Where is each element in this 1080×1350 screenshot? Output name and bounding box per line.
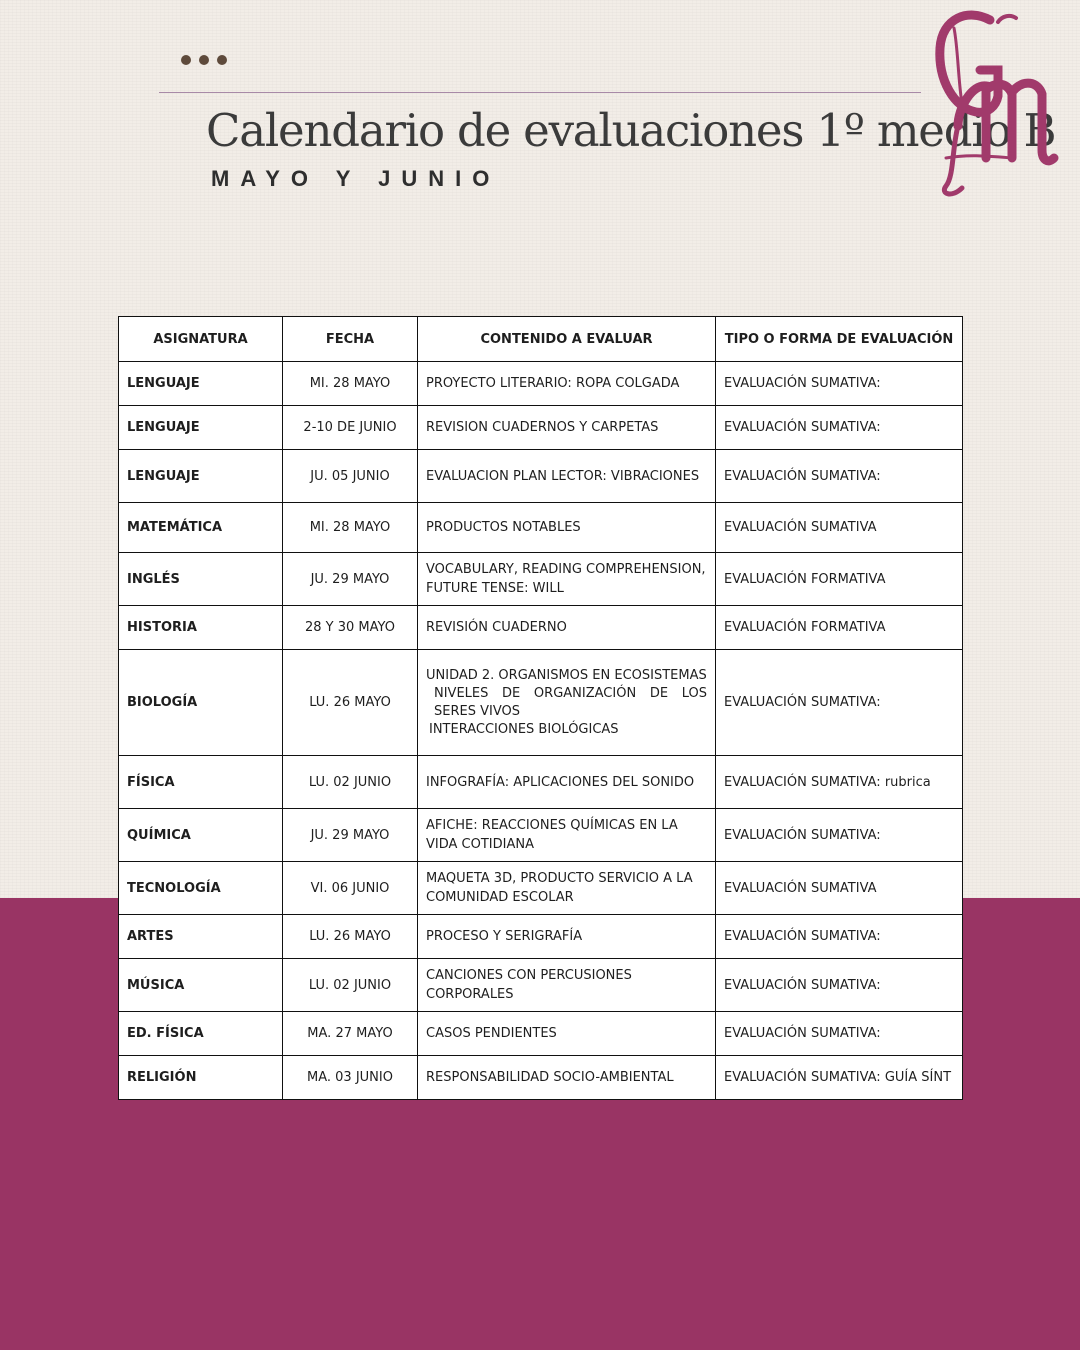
cell-fecha: LU. 02 JUNIO bbox=[283, 756, 418, 809]
cell-asignatura: TECNOLOGÍA bbox=[119, 862, 283, 915]
cell-fecha: MA. 03 JUNIO bbox=[283, 1056, 418, 1100]
cell-tipo: EVALUACIÓN SUMATIVA: bbox=[716, 915, 963, 959]
cell-tipo: EVALUACIÓN SUMATIVA: bbox=[716, 362, 963, 406]
dot-icon bbox=[217, 55, 227, 65]
cell-fecha: 28 Y 30 MAYO bbox=[283, 606, 418, 650]
dots-decoration bbox=[181, 55, 227, 65]
page-title: Calendario de evaluaciones 1º medio B bbox=[206, 104, 1056, 157]
header-fecha: FECHA bbox=[283, 317, 418, 362]
dot-icon bbox=[199, 55, 209, 65]
cell-asignatura: ARTES bbox=[119, 915, 283, 959]
cell-fecha: MI. 28 MAYO bbox=[283, 362, 418, 406]
table-row bbox=[119, 756, 963, 809]
cell-tipo: EVALUACIÓN FORMATIVA bbox=[716, 553, 963, 606]
cell-contenido: REVISIÓN CUADERNO bbox=[418, 606, 716, 650]
table-header-row bbox=[119, 317, 963, 362]
table-row bbox=[119, 450, 963, 503]
cell-fecha: LU. 26 MAYO bbox=[283, 650, 418, 756]
evaluation-table bbox=[118, 316, 963, 1100]
cell-fecha: JU. 29 MAYO bbox=[283, 809, 418, 862]
cell-contenido: AFICHE: REACCIONES QUÍMICAS EN LA VIDA COTIDIANA bbox=[418, 809, 716, 862]
cell-contenido: MAQUETA 3D, PRODUCTO SERVICIO A LA COMUNIDAD ESCOLAR bbox=[418, 862, 716, 915]
cell-asignatura: MÚSICA bbox=[119, 959, 283, 1012]
evaluation-table-container bbox=[118, 316, 962, 1100]
header-asignatura: ASIGNATURA bbox=[119, 317, 283, 362]
table-row bbox=[119, 406, 963, 450]
table-row bbox=[119, 959, 963, 1012]
header-tipo: TIPO O FORMA DE EVALUACIÓN bbox=[716, 317, 963, 362]
cell-tipo: EVALUACIÓN FORMATIVA bbox=[716, 606, 963, 650]
cell-tipo: EVALUACIÓN SUMATIVA bbox=[716, 862, 963, 915]
table-row bbox=[119, 553, 963, 606]
cell-asignatura: MATEMÁTICA bbox=[119, 503, 283, 553]
cell-contenido bbox=[418, 650, 716, 756]
cell-fecha: MA. 27 MAYO bbox=[283, 1012, 418, 1056]
cell-tipo: EVALUACIÓN SUMATIVA bbox=[716, 503, 963, 553]
cell-asignatura: LENGUAJE bbox=[119, 362, 283, 406]
cell-contenido: PRODUCTOS NOTABLES bbox=[418, 503, 716, 553]
cell-tipo: EVALUACIÓN SUMATIVA: bbox=[716, 650, 963, 756]
cell-fecha: JU. 29 MAYO bbox=[283, 553, 418, 606]
table-row bbox=[119, 362, 963, 406]
header-divider bbox=[159, 92, 921, 93]
cell-contenido: PROYECTO LITERARIO: ROPA COLGADA bbox=[418, 362, 716, 406]
school-monogram-logo bbox=[928, 8, 1060, 198]
cell-asignatura: FÍSICA bbox=[119, 756, 283, 809]
cell-tipo: EVALUACIÓN SUMATIVA: bbox=[716, 406, 963, 450]
cell-tipo: EVALUACIÓN SUMATIVA: bbox=[716, 959, 963, 1012]
cell-tipo: EVALUACIÓN SUMATIVA: bbox=[716, 1012, 963, 1056]
cell-tipo: EVALUACIÓN SUMATIVA: GUÍA SÍNT bbox=[716, 1056, 963, 1100]
cell-asignatura: BIOLOGÍA bbox=[119, 650, 283, 756]
cell-tipo: EVALUACIÓN SUMATIVA: rubrica bbox=[716, 756, 963, 809]
table-row bbox=[119, 862, 963, 915]
cell-asignatura: INGLÉS bbox=[119, 553, 283, 606]
dot-icon bbox=[181, 55, 191, 65]
cell-contenido: CANCIONES CON PERCUSIONES CORPORALES bbox=[418, 959, 716, 1012]
contenido-line: UNIDAD 2. ORGANISMOS EN ECOSISTEMAS bbox=[426, 667, 707, 683]
contenido-line: NIVELES DE ORGANIZACIÓN DE LOS SERES VIVOS bbox=[434, 685, 707, 719]
cell-contenido: VOCABULARY, READING COMPREHENSION, FUTURE TENSE: WILL bbox=[418, 553, 716, 606]
table-row bbox=[119, 1012, 963, 1056]
cell-contenido: REVISION CUADERNOS Y CARPETAS bbox=[418, 406, 716, 450]
contenido-line: INTERACCIONES BIOLÓGICAS bbox=[429, 721, 619, 737]
cell-fecha: MI. 28 MAYO bbox=[283, 503, 418, 553]
table-row bbox=[119, 650, 963, 756]
cell-asignatura: ED. FÍSICA bbox=[119, 1012, 283, 1056]
cell-asignatura: LENGUAJE bbox=[119, 450, 283, 503]
cell-contenido: RESPONSABILIDAD SOCIO-AMBIENTAL bbox=[418, 1056, 716, 1100]
cell-fecha: 2-10 DE JUNIO bbox=[283, 406, 418, 450]
header-contenido: CONTENIDO A EVALUAR bbox=[418, 317, 716, 362]
cell-fecha: LU. 02 JUNIO bbox=[283, 959, 418, 1012]
table-row bbox=[119, 1056, 963, 1100]
cell-contenido: CASOS PENDIENTES bbox=[418, 1012, 716, 1056]
cell-asignatura: HISTORIA bbox=[119, 606, 283, 650]
cell-fecha: VI. 06 JUNIO bbox=[283, 862, 418, 915]
table-row bbox=[119, 915, 963, 959]
cell-contenido: INFOGRAFÍA: APLICACIONES DEL SONIDO bbox=[418, 756, 716, 809]
cell-asignatura: QUÍMICA bbox=[119, 809, 283, 862]
table-row bbox=[119, 503, 963, 553]
cell-asignatura: RELIGIÓN bbox=[119, 1056, 283, 1100]
cell-fecha: JU. 05 JUNIO bbox=[283, 450, 418, 503]
cell-fecha: LU. 26 MAYO bbox=[283, 915, 418, 959]
table-row bbox=[119, 606, 963, 650]
cell-asignatura: LENGUAJE bbox=[119, 406, 283, 450]
page-subtitle: MAYO Y JUNIO bbox=[211, 166, 501, 191]
table-row bbox=[119, 809, 963, 862]
cell-contenido: EVALUACION PLAN LECTOR: VIBRACIONES bbox=[418, 450, 716, 503]
cell-tipo: EVALUACIÓN SUMATIVA: bbox=[716, 809, 963, 862]
cell-tipo: EVALUACIÓN SUMATIVA: bbox=[716, 450, 963, 503]
cell-contenido: PROCESO Y SERIGRAFÍA bbox=[418, 915, 716, 959]
